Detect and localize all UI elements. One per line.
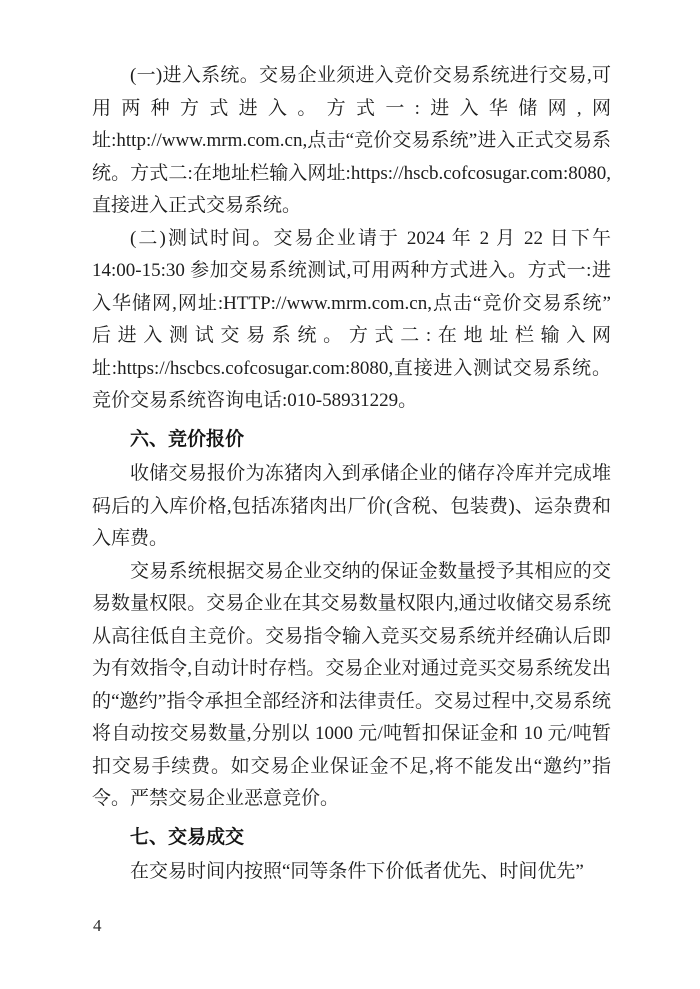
page-number: 4 <box>93 916 102 935</box>
paragraph-reserve-quote-definition: 收储交易报价为冻猪肉入到承储企业的储存冷库并完成堆码后的入库价格,包括冻猪肉出厂价(含税、包装费)、运杂费和入库费。 <box>92 463 611 549</box>
heading-section-6-bidding-quote: 六、竞价报价 <box>130 428 245 450</box>
paragraph-test-time: (二)测试时间。交易企业请于 2024 年 2 月 22 日下午 14:00-15:30 参加交易系统测试,可用两种方式进入。方式一:进入华储网,网址:HTTP://www.mrm.com.cn,点击“竞价交易系统”后进入测试交易系统。方式二:在地址栏输入网址:https://hscbcs.cofcosugar.com:8080,直接进入测试交易系统。竞价交易系统咨询电话:010-58931229。 <box>92 227 611 411</box>
heading-section-7-deal-closing: 七、交易成交 <box>130 826 245 848</box>
paragraph-trading-rules: 交易系统根据交易企业交纳的保证金数量授予其相应的交易数量权限。交易企业在其交易数量权限内,通过收储交易系统从高往低自主竞价。交易指令输入竞买交易系统并经确认后即为有效指令,自动计时存档。交易企业对通过竞买交易系统发出的“邀约”指令承担全部经济和法律责任。交易过程中,交易系统将自动按交易数量,分别以 1000 元/吨暂扣保证金和 10 元/吨暂扣交易手续费。如交易企业保证金不足,将不能发出“邀约”指令。严禁交易企业恶意竞价。 <box>92 560 611 809</box>
paragraph-deal-priority-rule: 在交易时间内按照“同等条件下价低者优先、时间优先” <box>130 861 584 882</box>
paragraph-enter-system: (一)进入系统。交易企业须进入竞价交易系统进行交易,可用两种方式进入。方式一:进入华储网,网址:http://www.mrm.com.cn,点击“竞价交易系统”进入正式交易系统。方式二:在地址栏输入网址:https://hscb.cofcosugar.com:8080,直接进入正式交易系统。 <box>92 65 611 216</box>
document-content <box>92 60 611 889</box>
